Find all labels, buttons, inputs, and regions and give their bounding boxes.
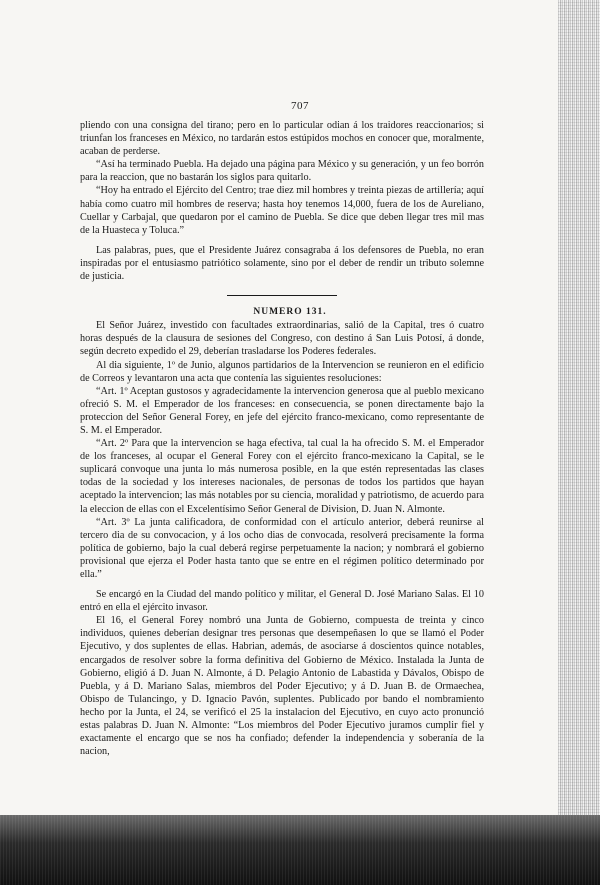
- paragraph: “Art. 1º Aceptan gustosos y agradecidamente la intervencion generosa que al pueblo mexicano ofreció S. M. el Emperador de los franceses: en consecuencia, se ponen directamente bajo la proteccion del Señor General Forey, en jefe del ejército franco-mexicano, como representante de S. M. el Emperador.: [80, 385, 484, 436]
- scan-edge-right: [558, 0, 600, 885]
- paragraph: El 16, el General Forey nombró una Junta de Gobierno, compuesta de treinta y cinco individuos, quienes deberían designar tres personas que desempeñasen lo que se llamó el Poder Ejecutivo, y dos suplentes de ellas. Habrian, además, de asociarse á doscientos quince notables, encargados de resolver sobre la forma definitiva del Gobierno de México. Instalada la Junta de Gobierno, eligió á D. Juan N. Almonte, á D. Pelagio Antonio de Labastida y Dávalos, Obispo de Puebla, y á D. Mariano Salas, miembros del Poder Ejecutivo; y á D. Juan B. de Ormaechea, Obispo de Tulancingo, y D. Ignacio Pavón, suplentes. Publicado por bando el nombramiento hecho por la Junta, el 24, se verificó el 25 la instalacion del Ejecutivo, en cuyo acto pronunció estas palabras D. Juan N. Almonte: “Los miembros del Poder Ejecutivo juramos cumplir fiel y exactamente el encargo que se nos ha confiado; defender la independencia y soberanía de la nacion,: [80, 615, 484, 758]
- page-number: 707: [291, 100, 309, 112]
- paragraph: “Hoy ha entrado el Ejército del Centro; trae diez mil hombres y treinta piezas de artillería; aquí había como cuatro mil hombres de reserva; hasta hoy tenemos 14,000, fuera de los de Aureliano, Cuellar y Carbajal, que quedaron por el camino de Puebla. Se dice que deben llegar tres mil mas de la Huasteca y Toluca.”: [80, 185, 484, 236]
- section-divider: [227, 295, 337, 296]
- paragraph: Al dia siguiente, 1º de Junio, algunos partidarios de la Intervencion se reunieron en el edificio de Correos y levantaron una acta que contenía las siguientes resoluciones:: [80, 359, 484, 384]
- paragraph: “Así ha terminado Puebla. Ha dejado una página para México y su generación, y un feo borrón para la reaccion, que no bastarán los siglos para quitarlo.: [80, 159, 484, 184]
- section-heading: NUMERO 131.: [253, 307, 327, 318]
- scan-edge-bottom: [0, 815, 600, 885]
- paragraph: Las palabras, pues, que el Presidente Juárez consagraba á los defensores de Puebla, no eran inspiradas por el entusiasmo patriótico solamente, sino por el deber de rendir un tributo solemne de justicia.: [80, 244, 484, 283]
- paragraph: “Art. 2º Para que la intervencion se haga efectiva, tal cual la ha ofrecido S. M. el Emperador de los franceses, al ocupar el General Forey con el ejército franco-mexicano la Capital, se le suplicará convoque una junta lo más numerosa posible, en la que estén representadas las clases todas de la sociedad y los intereses nacionales, de personas de todos los partidos que hayan aceptado la intervencion; las más notables por su ciencia, moralidad y patriotismo, de acuerdo para la eleccion de ellas con el Excelentísimo Señor General de Division, D. Juan N. Almonte.: [80, 438, 484, 515]
- paragraph: Se encargó en la Ciudad del mando político y militar, el General D. José Mariano Salas. El 10 entró en ella el ejército invasor.: [80, 589, 484, 614]
- paragraph: pliendo con una consigna del tirano; pero en lo particular odian á los traidores reaccionarios; si triunfan los franceses en México, no tardarán estos estúpidos mochos en conocer que, moralmente, acaban de perderse.: [80, 120, 484, 158]
- paragraph: “Art. 3º La junta calificadora, de conformidad con el artículo anterior, deberá reunirse al tercero dia de su convocacion, y á los ocho dias de convocada, resolverá precisamente la forma política de gobierno, bajo la cual deberá regirse perpetuamente la nacion; y nombrará el gobierno provisional que ejerza el Poder hasta tanto que se entre en el régimen político determinado por ella.”: [80, 516, 484, 580]
- paragraph: El Señor Juárez, investido con facultades extraordinarias, salió de la Capital, tres ó cuatro horas después de la clausura de sesiones del Congreso, con destino á San Luis Potosí, á donde, según decreto expedido el 29, deberían trasladarse los Poderes federales.: [80, 320, 484, 358]
- page-text: [80, 119, 484, 758]
